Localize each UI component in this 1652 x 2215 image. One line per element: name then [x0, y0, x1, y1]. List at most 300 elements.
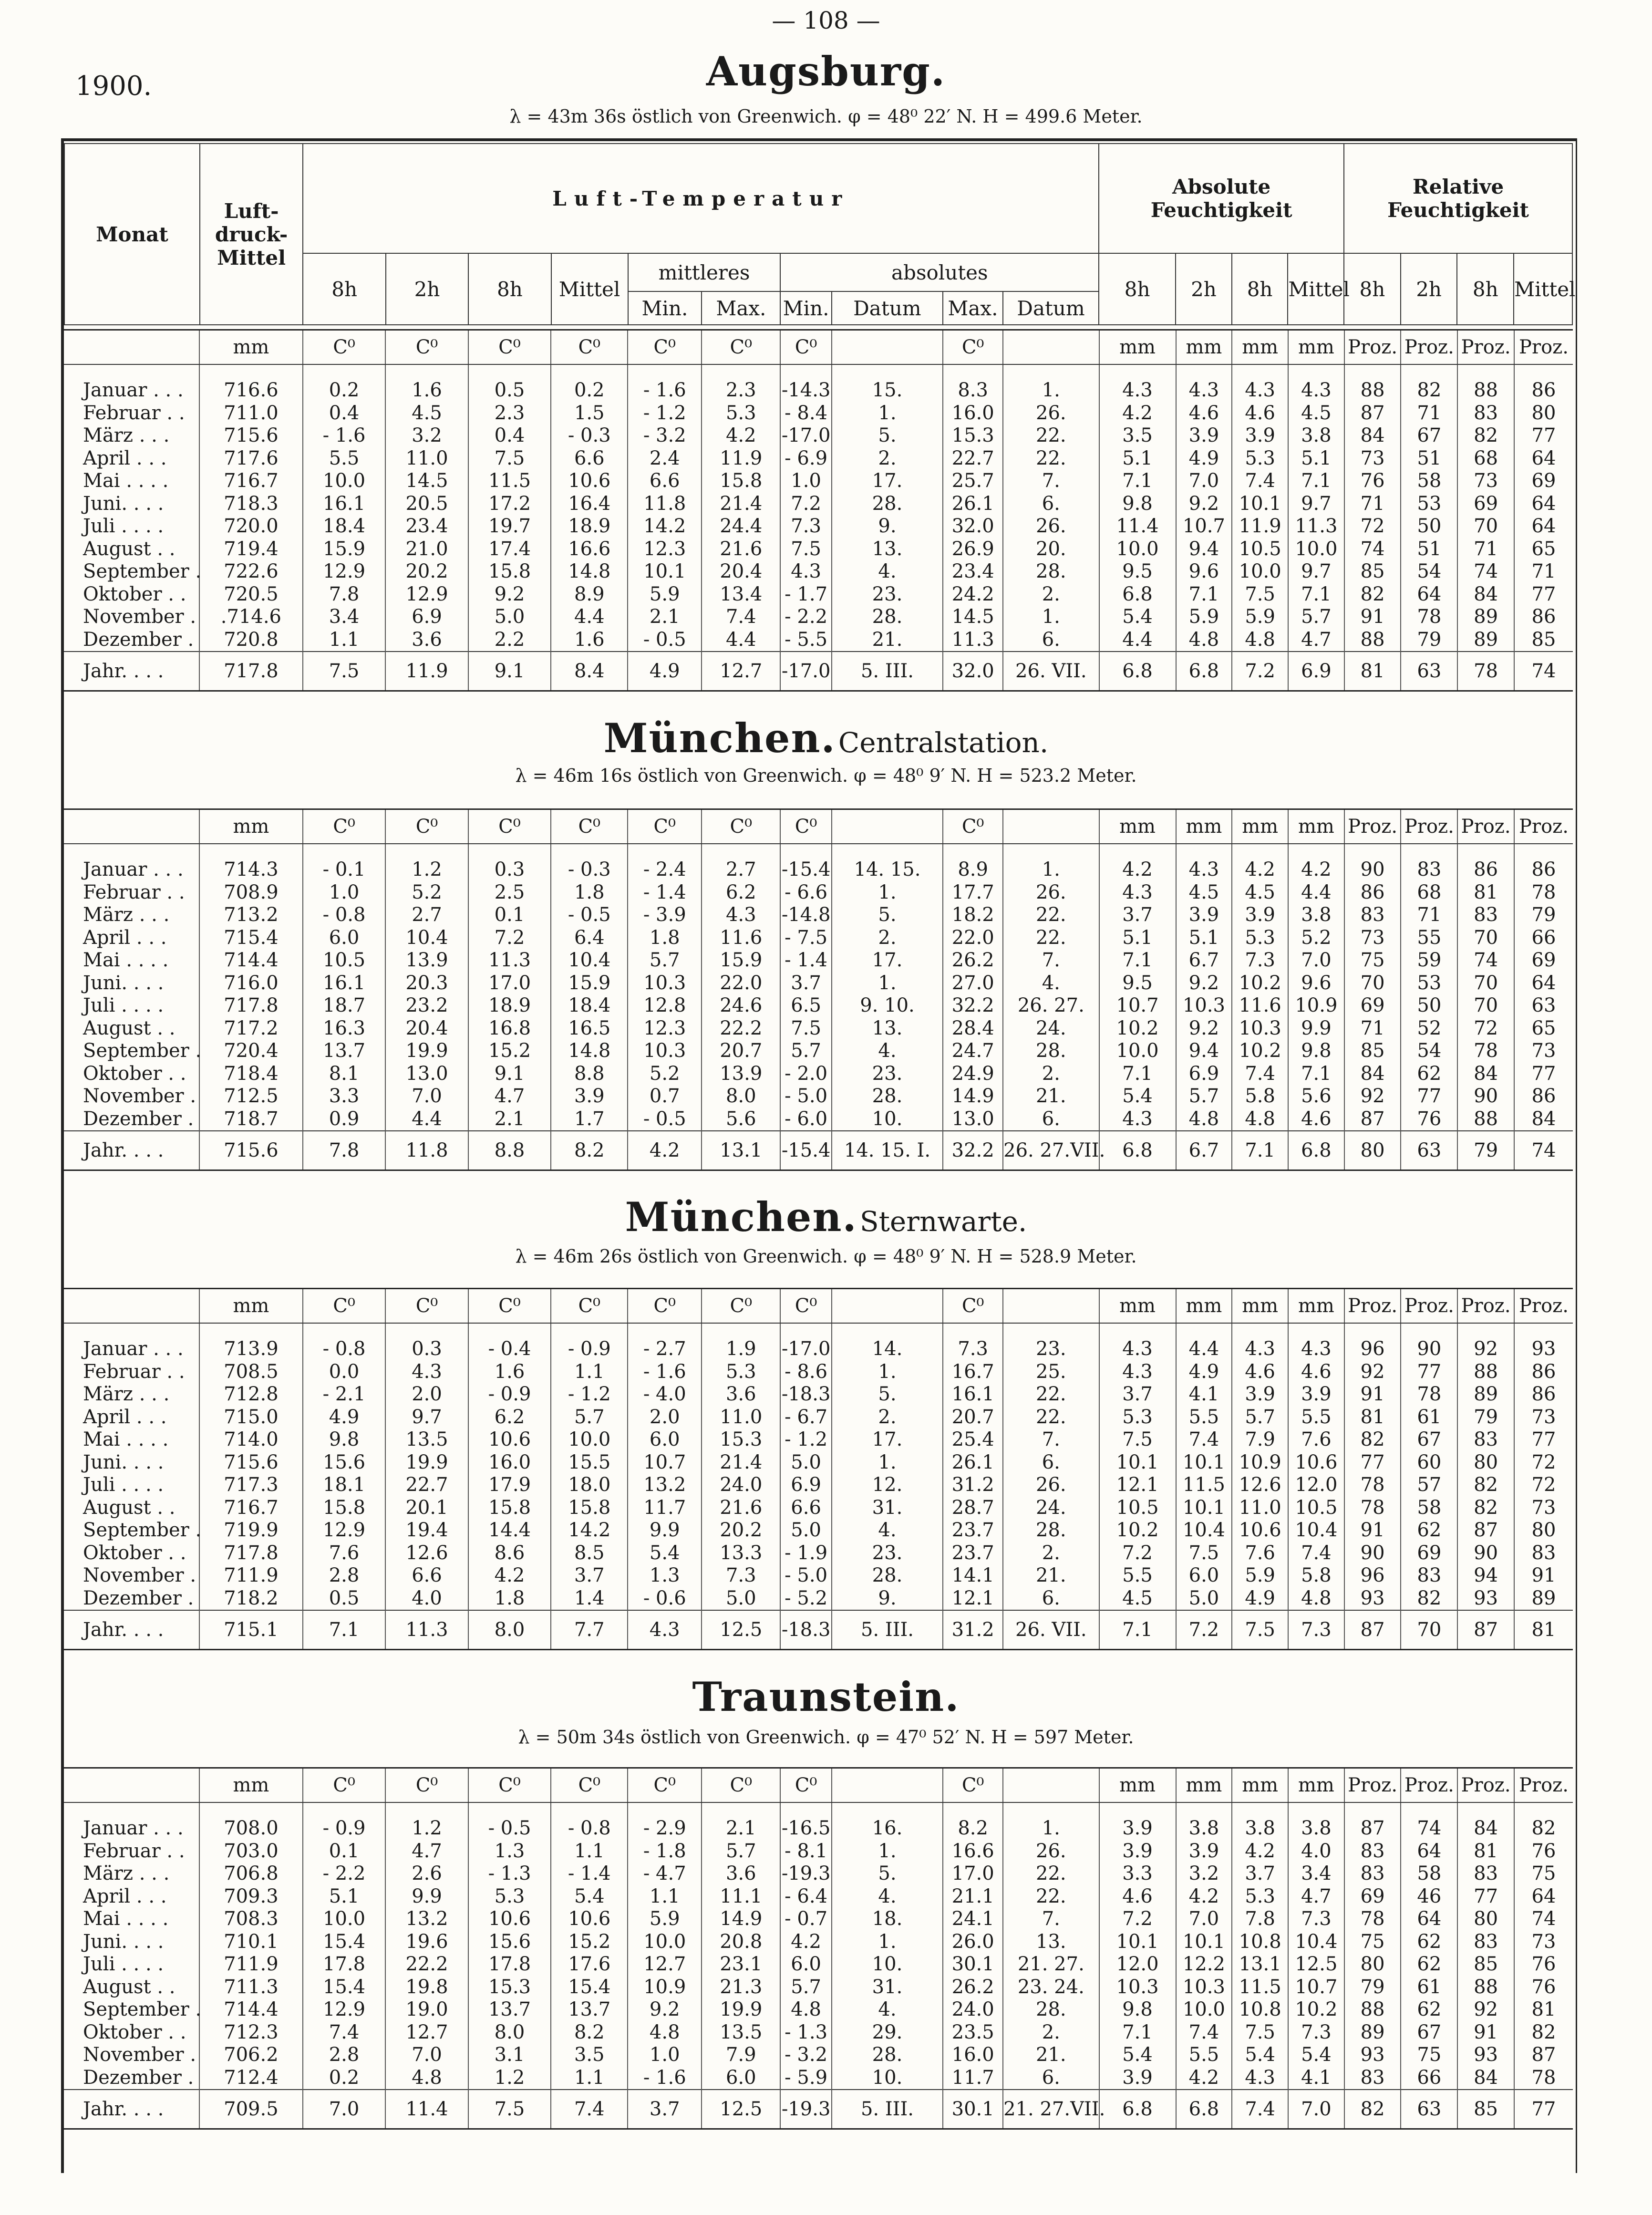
- month-label: Oktober . .: [83, 583, 186, 605]
- cell-mittl-max: 5.3: [702, 402, 780, 425]
- unit-mittl-max: C⁰: [702, 1768, 780, 1803]
- cell-feucht-2h: 10.1: [1176, 1451, 1232, 1474]
- cell-feucht-8h: 5.5: [1099, 1564, 1176, 1587]
- cell-rel-mittel: 74: [1514, 1908, 1573, 1931]
- month-label: November .: [83, 606, 196, 628]
- cell-mittl-max: 2.3: [702, 364, 780, 402]
- cell-rel-8h: 78: [1344, 1908, 1401, 1931]
- month-label: Oktober . .: [83, 1542, 186, 1564]
- cell-rel-8h: 82: [1344, 583, 1401, 606]
- table-row: [64, 447, 1573, 470]
- cell-temp-8h: 15.9: [303, 538, 385, 561]
- cell-rel-2h: 78: [1401, 606, 1457, 629]
- cell-rel-8h: 91: [1344, 1383, 1401, 1406]
- table-row: [64, 1108, 1573, 1131]
- cell-rel-8h: 73: [1344, 447, 1401, 470]
- cell-mittl-min: 2.4: [628, 447, 702, 470]
- cell-abs-min-datum: 14. 15.: [832, 844, 943, 881]
- cell-abs-min: 1.0: [780, 470, 831, 493]
- cell-temp-2h: 3.6: [385, 629, 468, 652]
- cell-temp-2h: 13.2: [385, 1908, 468, 1931]
- unit-temp-2h: C⁰: [385, 330, 468, 365]
- cell-feucht-2h: 5.9: [1176, 606, 1232, 629]
- unit-abs-min-datum: [832, 1289, 943, 1324]
- cell-mittl-min: 10.3: [628, 1040, 702, 1063]
- cell-abs-max: 32.0: [943, 652, 1003, 691]
- month-label: Juni. . . .: [83, 1930, 164, 1953]
- cell-temp-2h: 9.9: [385, 1885, 468, 1908]
- cell-feucht-mittel: 3.8: [1288, 1802, 1344, 1840]
- cell-abs-max: 32.2: [943, 1131, 1003, 1170]
- cell-feucht-8h: 7.1: [1099, 1610, 1176, 1650]
- station-name: Augsburg.: [706, 48, 946, 95]
- cell-temp-8h-abend: 2.3: [468, 402, 551, 425]
- table-row: [64, 1863, 1573, 1885]
- cell-mittl-min: - 1.4: [628, 881, 702, 904]
- header-rel-2h: 2h: [1401, 253, 1457, 325]
- cell-abs-max-datum: 22.: [1003, 424, 1099, 447]
- cell-feucht-8h: 3.5: [1099, 424, 1176, 447]
- cell-rel-8h-abend: 72: [1457, 1017, 1514, 1040]
- cell-rel-mittel: 75: [1514, 1863, 1573, 1885]
- cell-feucht-mittel: 5.8: [1288, 1564, 1344, 1587]
- cell-feucht-2h: 7.2: [1176, 1610, 1232, 1650]
- station-title-traunstein: [0, 1673, 1652, 1720]
- cell-mittl-max: 7.4: [702, 606, 780, 629]
- cell-rel-mittel: 87: [1514, 2044, 1573, 2067]
- cell-luftdruck: 710.1: [199, 1931, 303, 1954]
- cell-rel-8h: 75: [1344, 1931, 1401, 1954]
- cell-rel-2h: 63: [1401, 1131, 1457, 1170]
- cell-abs-min-datum: 31.: [832, 1497, 943, 1520]
- table-row: [64, 844, 1573, 881]
- cell-temp-8h-abend: 11.3: [468, 949, 551, 972]
- unit-feucht-mittel: mm: [1288, 1768, 1344, 1803]
- cell-abs-max: 28.7: [943, 1497, 1003, 1520]
- cell-rel-mittel: 80: [1514, 402, 1573, 425]
- cell-rel-2h: 90: [1401, 1323, 1457, 1361]
- cell-rel-8h: 87: [1344, 1802, 1401, 1840]
- cell-mittl-min: - 1.8: [628, 1840, 702, 1863]
- cell-luftdruck: 720.5: [199, 583, 303, 606]
- header-temp-mittel: Mittel: [551, 253, 628, 325]
- cell-rel-8h: 83: [1344, 2067, 1401, 2090]
- cell-temp-8h: 18.7: [303, 994, 385, 1017]
- cell-abs-max: 14.1: [943, 1564, 1003, 1587]
- cell-feucht-2h: 7.0: [1176, 470, 1232, 493]
- unit-abs-max-datum: [1003, 809, 1099, 844]
- cell-temp-8h-abend: 2.1: [468, 1108, 551, 1131]
- unit-feucht-2h: mm: [1176, 330, 1232, 365]
- cell-temp-mittel: 8.2: [551, 2021, 628, 2044]
- cell-abs-min: - 3.2: [780, 2044, 831, 2067]
- cell-mittl-min: 6.6: [628, 470, 702, 493]
- cell-mittl-min: 5.4: [628, 1542, 702, 1565]
- header-absolute-feuchtigkeit: Absolute Feuchtigkeit: [1099, 144, 1344, 253]
- cell-rel-8h: 88: [1344, 629, 1401, 652]
- cell-abs-min: 7.3: [780, 515, 831, 538]
- cell-abs-min-datum: 17.: [832, 470, 943, 493]
- cell-feucht-8h: 4.2: [1099, 844, 1176, 881]
- cell-rel-8h-abend: 68: [1457, 447, 1514, 470]
- cell-rel-mittel: 77: [1514, 2090, 1573, 2129]
- cell-temp-2h: 4.4: [385, 1108, 468, 1131]
- month-label: Dezember .: [83, 628, 194, 651]
- cell-mittl-min: - 0.5: [628, 629, 702, 652]
- unit-luftdruck: mm: [199, 1768, 303, 1803]
- cell-temp-2h: 5.2: [385, 881, 468, 904]
- cell-temp-8h-abend: 0.3: [468, 844, 551, 881]
- header-absolutes-min: Min.: [780, 291, 831, 325]
- cell-feucht-2h: 7.1: [1176, 583, 1232, 606]
- cell-abs-max-datum: 7.: [1003, 1908, 1099, 1931]
- cell-feucht-mittel: 7.6: [1288, 1428, 1344, 1451]
- cell-feucht-8h: 3.7: [1099, 1383, 1176, 1406]
- cell-rel-8h-abend: 80: [1457, 1908, 1514, 1931]
- unit-temp-8h-abend: C⁰: [468, 1768, 551, 1803]
- cell-abs-min: - 1.4: [780, 949, 831, 972]
- cell-luftdruck: 712.8: [199, 1383, 303, 1406]
- cell-abs-max: 26.1: [943, 1451, 1003, 1474]
- cell-abs-max: 8.2: [943, 1802, 1003, 1840]
- cell-feucht-8h: 4.5: [1099, 1587, 1176, 1611]
- cell-rel-mittel: 64: [1514, 493, 1573, 516]
- cell-temp-2h: 19.8: [385, 1976, 468, 1999]
- cell-rel-8h-abend: 84: [1457, 1063, 1514, 1086]
- cell-abs-max-datum: 28.: [1003, 1040, 1099, 1063]
- unit-temp-8h-abend: C⁰: [468, 809, 551, 844]
- cell-rel-mittel: 83: [1514, 1542, 1573, 1565]
- cell-temp-2h: 22.2: [385, 1953, 468, 1976]
- cell-rel-2h: 83: [1401, 844, 1457, 881]
- table-row: [64, 972, 1573, 995]
- unit-temp-mittel: C⁰: [551, 809, 628, 844]
- cell-abs-max-datum: 26.: [1003, 881, 1099, 904]
- station-name: Traunstein.: [692, 1673, 960, 1720]
- cell-temp-mittel: 8.2: [551, 1131, 628, 1170]
- cell-temp-8h: 8.1: [303, 1063, 385, 1086]
- cell-abs-max-datum: 6.: [1003, 1451, 1099, 1474]
- header-rel-8h-morning: 8h: [1344, 253, 1401, 325]
- unit-temp-mittel: C⁰: [551, 330, 628, 365]
- cell-feucht-mittel: 5.7: [1288, 606, 1344, 629]
- cell-feucht-mittel: 9.6: [1288, 972, 1344, 995]
- cell-rel-mittel: 77: [1514, 1428, 1573, 1451]
- cell-temp-mittel: 13.7: [551, 1998, 628, 2021]
- cell-temp-mittel: 8.4: [551, 652, 628, 691]
- header-temp-8h-morning: 8h: [303, 253, 385, 325]
- cell-abs-min-datum: 17.: [832, 949, 943, 972]
- cell-feucht-8h-abend: 10.1: [1232, 493, 1288, 516]
- month-label: Januar . . .: [83, 379, 184, 401]
- cell-rel-8h-abend: 86: [1457, 844, 1514, 881]
- cell-abs-max: 11.3: [943, 629, 1003, 652]
- header-mittleres-min: Min.: [628, 291, 702, 325]
- unit-abs-max-datum: [1003, 330, 1099, 365]
- units-label: [64, 1768, 199, 1803]
- header-temp-2h: 2h: [386, 253, 468, 325]
- month-label: Jahr. . . .: [64, 1131, 199, 1170]
- cell-abs-min: -18.3: [780, 1610, 831, 1650]
- table-row: [64, 1497, 1573, 1520]
- cell-abs-min: - 0.7: [780, 1908, 831, 1931]
- unit-mittl-max: C⁰: [702, 809, 780, 844]
- cell-abs-min-datum: 13.: [832, 1017, 943, 1040]
- cell-temp-8h-abend: - 0.5: [468, 1802, 551, 1840]
- unit-feucht-mittel: mm: [1288, 1289, 1344, 1324]
- cell-feucht-8h-abend: 11.9: [1232, 515, 1288, 538]
- cell-feucht-8h-abend: 5.8: [1232, 1085, 1288, 1108]
- cell-temp-8h-abend: 8.8: [468, 1131, 551, 1170]
- cell-feucht-8h-abend: 5.9: [1232, 606, 1288, 629]
- cell-rel-8h: 79: [1344, 1976, 1401, 1999]
- cell-mittl-min: - 2.7: [628, 1323, 702, 1361]
- cell-abs-min-datum: 14. 15. I.: [832, 1131, 943, 1170]
- cell-feucht-2h: 3.9: [1176, 424, 1232, 447]
- cell-abs-min-datum: 5.: [832, 1383, 943, 1406]
- cell-rel-mittel: 86: [1514, 1085, 1573, 1108]
- month-label: Oktober . .: [83, 2021, 186, 2043]
- cell-feucht-mittel: 3.8: [1288, 904, 1344, 927]
- cell-rel-8h: 83: [1344, 1863, 1401, 1885]
- cell-feucht-8h-abend: 4.2: [1232, 844, 1288, 881]
- unit-mittl-max: C⁰: [702, 330, 780, 365]
- cell-temp-2h: 19.6: [385, 1931, 468, 1954]
- cell-abs-max: 13.0: [943, 1108, 1003, 1131]
- cell-feucht-8h-abend: 4.8: [1232, 1108, 1288, 1131]
- cell-abs-min: - 7.5: [780, 927, 831, 950]
- cell-luftdruck: 714.4: [199, 949, 303, 972]
- cell-temp-8h-abend: 19.7: [468, 515, 551, 538]
- units-label: [64, 330, 199, 365]
- cell-abs-min-datum: 28.: [832, 493, 943, 516]
- unit-abs-max: C⁰: [943, 1768, 1003, 1803]
- cell-feucht-8h: 3.9: [1099, 1840, 1176, 1863]
- cell-feucht-mittel: 4.6: [1288, 1108, 1344, 1131]
- station-coords-muenchen-central: λ = 46m 16s östlich von Greenwich. φ = 48⁰ 9′ N. H = 523.2 Meter.: [515, 765, 1137, 786]
- header-temp-8h-evening: 8h: [468, 253, 551, 325]
- cell-rel-8h-abend: 87: [1457, 1519, 1514, 1542]
- cell-mittl-min: 13.2: [628, 1474, 702, 1497]
- cell-abs-min: - 1.2: [780, 1428, 831, 1451]
- cell-feucht-mittel: 10.9: [1288, 994, 1344, 1017]
- cell-rel-8h: 81: [1344, 652, 1401, 691]
- cell-feucht-8h: 7.1: [1099, 1063, 1176, 1086]
- cell-rel-8h-abend: 91: [1457, 2021, 1514, 2044]
- cell-temp-mittel: 10.6: [551, 1908, 628, 1931]
- cell-luftdruck: 712.5: [199, 1085, 303, 1108]
- cell-abs-min: -17.0: [780, 424, 831, 447]
- cell-abs-max-datum: 22.: [1003, 1406, 1099, 1429]
- month-label: Februar . .: [83, 1840, 185, 1862]
- cell-abs-min: 7.5: [780, 1017, 831, 1040]
- cell-abs-max-datum: 6.: [1003, 629, 1099, 652]
- station-name: München.: [603, 714, 836, 762]
- cell-temp-8h: 4.9: [303, 1406, 385, 1429]
- header-absolutes: absolutes: [780, 253, 1099, 291]
- cell-mittl-min: 4.2: [628, 1131, 702, 1170]
- cell-feucht-mittel: 7.1: [1288, 583, 1344, 606]
- month-label: August . .: [83, 1976, 176, 1998]
- cell-temp-8h: 15.6: [303, 1451, 385, 1474]
- cell-rel-8h-abend: 88: [1457, 1361, 1514, 1384]
- cell-abs-max: 27.0: [943, 972, 1003, 995]
- cell-abs-min: - 5.0: [780, 1085, 831, 1108]
- cell-luftdruck: 708.0: [199, 1802, 303, 1840]
- cell-feucht-8h: 4.6: [1099, 1885, 1176, 1908]
- cell-feucht-mittel: 4.6: [1288, 1361, 1344, 1384]
- cell-feucht-8h-abend: 5.3: [1232, 447, 1288, 470]
- cell-feucht-8h: 12.1: [1099, 1474, 1176, 1497]
- cell-temp-mittel: 14.2: [551, 1519, 628, 1542]
- unit-rel-8h-abend: Proz.: [1457, 330, 1514, 365]
- table-row: [64, 1519, 1573, 1542]
- table-row: [64, 606, 1573, 629]
- cell-abs-max-datum: 22.: [1003, 447, 1099, 470]
- cell-temp-mittel: 8.9: [551, 583, 628, 606]
- cell-rel-2h: 82: [1401, 1587, 1457, 1611]
- cell-temp-mittel: 18.0: [551, 1474, 628, 1497]
- year-label: 1900.: [75, 71, 152, 102]
- cell-feucht-2h: 7.4: [1176, 1428, 1232, 1451]
- cell-abs-max-datum: 24.: [1003, 1497, 1099, 1520]
- cell-temp-mittel: 6.6: [551, 447, 628, 470]
- cell-mittl-max: 3.6: [702, 1383, 780, 1406]
- cell-feucht-mittel: 10.6: [1288, 1451, 1344, 1474]
- cell-rel-mittel: 72: [1514, 1451, 1573, 1474]
- cell-feucht-mittel: 9.7: [1288, 493, 1344, 516]
- cell-abs-min-datum: 5. III.: [832, 652, 943, 691]
- header-mittleres-max: Max.: [702, 291, 780, 325]
- cell-abs-max: 18.2: [943, 904, 1003, 927]
- cell-feucht-mittel: 7.4: [1288, 1542, 1344, 1565]
- cell-rel-mittel: 84: [1514, 1108, 1573, 1131]
- cell-rel-2h: 54: [1401, 1040, 1457, 1063]
- cell-feucht-8h-abend: 10.0: [1232, 560, 1288, 583]
- cell-abs-max: 24.2: [943, 583, 1003, 606]
- cell-feucht-mittel: 4.7: [1288, 629, 1344, 652]
- cell-luftdruck: 715.4: [199, 927, 303, 950]
- cell-temp-2h: 1.2: [385, 1802, 468, 1840]
- table-row: [64, 1361, 1573, 1384]
- cell-mittl-min: 10.0: [628, 1931, 702, 1954]
- cell-rel-8h: 84: [1344, 424, 1401, 447]
- cell-mittl-max: 6.0: [702, 2067, 780, 2090]
- cell-abs-max: 14.9: [943, 1085, 1003, 1108]
- cell-mittl-min: - 2.4: [628, 844, 702, 881]
- cell-feucht-8h-abend: 7.3: [1232, 949, 1288, 972]
- cell-mittl-min: - 3.9: [628, 904, 702, 927]
- cell-rel-2h: 71: [1401, 904, 1457, 927]
- cell-rel-2h: 67: [1401, 2021, 1457, 2044]
- cell-temp-8h-abend: 0.5: [468, 364, 551, 402]
- cell-temp-2h: 4.7: [385, 1840, 468, 1863]
- cell-temp-8h-abend: 10.6: [468, 1908, 551, 1931]
- cell-temp-8h: 0.2: [303, 364, 385, 402]
- cell-luftdruck: 718.7: [199, 1108, 303, 1131]
- cell-abs-min-datum: 5. III.: [832, 1610, 943, 1650]
- cell-abs-min: - 6.9: [780, 447, 831, 470]
- cell-abs-max: 23.7: [943, 1519, 1003, 1542]
- cell-feucht-2h: 9.6: [1176, 560, 1232, 583]
- cell-abs-min: 6.0: [780, 1953, 831, 1976]
- cell-temp-mittel: 1.1: [551, 2067, 628, 2090]
- cell-rel-8h: 71: [1344, 493, 1401, 516]
- cell-feucht-mittel: 4.0: [1288, 1840, 1344, 1863]
- table-row: [64, 1383, 1573, 1406]
- cell-abs-min-datum: 23.: [832, 1063, 943, 1086]
- cell-mittl-max: 11.1: [702, 1885, 780, 1908]
- unit-feucht-8h: mm: [1099, 330, 1176, 365]
- cell-feucht-8h-abend: 5.3: [1232, 927, 1288, 950]
- cell-luftdruck: 717.8: [199, 994, 303, 1017]
- cell-abs-min: - 2.2: [780, 606, 831, 629]
- cell-temp-mittel: 10.6: [551, 470, 628, 493]
- cell-feucht-8h: 5.4: [1099, 2044, 1176, 2067]
- cell-temp-mittel: 7.4: [551, 2090, 628, 2129]
- cell-feucht-mittel: 7.3: [1288, 1610, 1344, 1650]
- cell-temp-8h: - 0.8: [303, 904, 385, 927]
- month-label: Dezember .: [83, 1108, 194, 1130]
- cell-rel-2h: 68: [1401, 881, 1457, 904]
- cell-luftdruck: 720.4: [199, 1040, 303, 1063]
- cell-feucht-8h: 7.2: [1099, 1908, 1176, 1931]
- cell-abs-min-datum: 21.: [832, 629, 943, 652]
- cell-feucht-8h-abend: 7.6: [1232, 1542, 1288, 1565]
- month-label: November .: [83, 2044, 196, 2066]
- cell-rel-mittel: 64: [1514, 1885, 1573, 1908]
- cell-temp-mittel: 3.9: [551, 1085, 628, 1108]
- cell-rel-8h-abend: 69: [1457, 493, 1514, 516]
- cell-feucht-2h: 7.4: [1176, 2021, 1232, 2044]
- cell-feucht-8h: 3.9: [1099, 2067, 1176, 2090]
- cell-luftdruck: 714.0: [199, 1428, 303, 1451]
- cell-feucht-8h-abend: 7.4: [1232, 1063, 1288, 1086]
- cell-abs-max-datum: 28.: [1003, 1998, 1099, 2021]
- cell-rel-2h: 46: [1401, 1885, 1457, 1908]
- cell-temp-mittel: 15.2: [551, 1931, 628, 1954]
- cell-abs-min-datum: 18.: [832, 1908, 943, 1931]
- cell-feucht-2h: 3.9: [1176, 1840, 1232, 1863]
- data-table-augsburg: [64, 329, 1573, 692]
- cell-feucht-8h-abend: 13.1: [1232, 1953, 1288, 1976]
- cell-rel-8h-abend: 74: [1457, 949, 1514, 972]
- cell-rel-mittel: 74: [1514, 652, 1573, 691]
- cell-temp-mittel: 8.8: [551, 1063, 628, 1086]
- cell-feucht-mittel: 10.4: [1288, 1519, 1344, 1542]
- cell-abs-min-datum: 1.: [832, 881, 943, 904]
- cell-temp-8h: 16.1: [303, 972, 385, 995]
- month-label: Februar . .: [83, 1360, 185, 1383]
- month-label: September .: [83, 1040, 202, 1062]
- units-label: [64, 809, 199, 844]
- cell-rel-2h: 69: [1401, 1542, 1457, 1565]
- cell-feucht-8h: 10.1: [1099, 1451, 1176, 1474]
- cell-feucht-8h-abend: 7.1: [1232, 1131, 1288, 1170]
- data-table-muenchen-central: [64, 808, 1573, 1171]
- cell-abs-max-datum: 24.: [1003, 1017, 1099, 1040]
- cell-feucht-2h: 10.1: [1176, 1931, 1232, 1954]
- cell-feucht-8h: 4.4: [1099, 629, 1176, 652]
- cell-feucht-2h: 3.9: [1176, 904, 1232, 927]
- cell-rel-2h: 75: [1401, 2044, 1457, 2067]
- cell-rel-mittel: 78: [1514, 881, 1573, 904]
- cell-feucht-mittel: 5.5: [1288, 1406, 1344, 1429]
- cell-feucht-mittel: 9.9: [1288, 1017, 1344, 1040]
- cell-rel-mittel: 65: [1514, 538, 1573, 561]
- cell-feucht-mittel: 11.3: [1288, 515, 1344, 538]
- cell-feucht-8h: 9.8: [1099, 493, 1176, 516]
